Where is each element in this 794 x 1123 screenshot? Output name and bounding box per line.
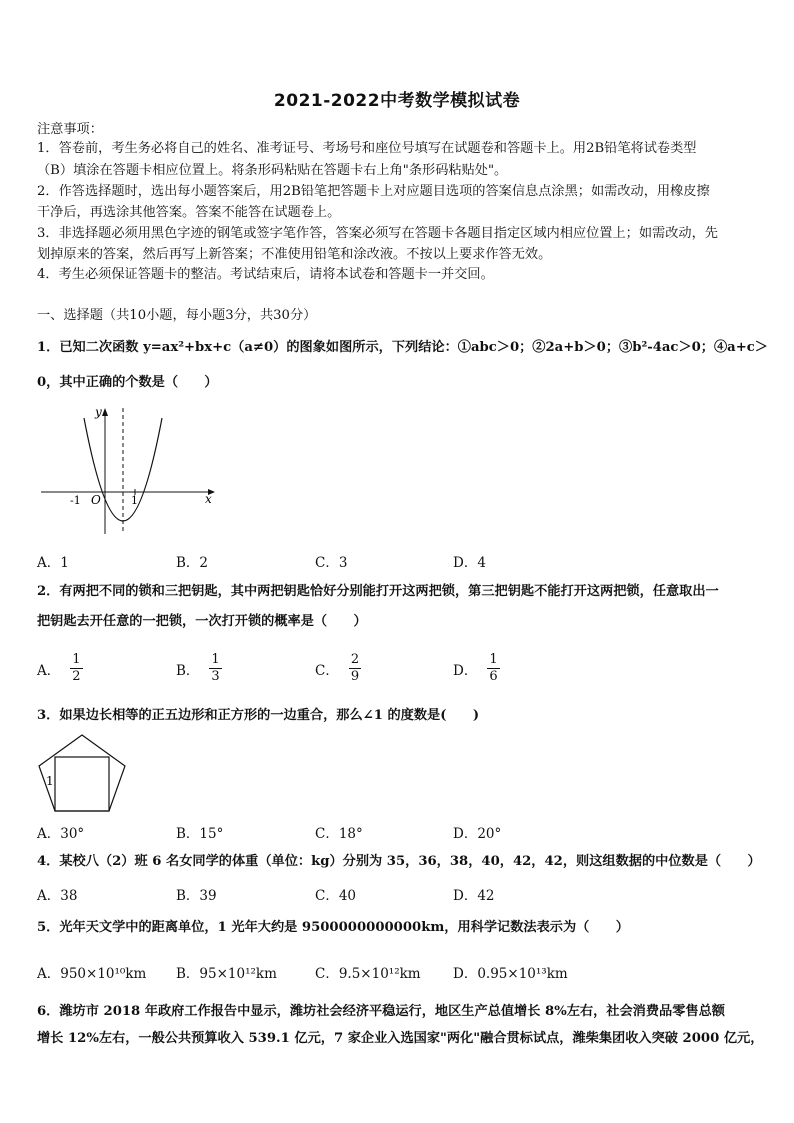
q5-option-c[interactable]: C．9.5×10¹²km — [315, 966, 421, 982]
q1-option-c[interactable]: C．3 — [315, 555, 348, 571]
option-label: A． — [37, 662, 61, 679]
fraction — [70, 652, 82, 685]
notes-line: 4．考生必须保证答题卡的整洁。考试结束后，请将本试卷和答题卡一并交回。 — [37, 267, 494, 282]
y-axis-label: y — [95, 405, 102, 419]
question-6-text: 6．潍坊市 2018 年政府工作报告中显示，潍坊社会经济平稳运行，地区生产总值增长 8%左右，社会消费品零售总额 — [37, 1004, 725, 1019]
one-label: 1 — [131, 494, 138, 507]
notes-line: （B）填涂在答题卡相应位置上。将条形码粘贴在答题卡右上角"条形码粘贴处"。 — [37, 163, 508, 178]
question-2-text-cont: 把钥匙去开任意的一把锁，一次打开锁的概率是（ ） — [37, 614, 367, 629]
q4-option-b[interactable]: B．39 — [176, 888, 217, 904]
origin-label: O — [91, 493, 101, 507]
numerator: 2 — [350, 652, 360, 667]
fraction — [487, 652, 499, 685]
q4-option-a[interactable]: A．38 — [37, 888, 78, 904]
notes-line: 1．答卷前，考生务必将自己的姓名、准考证号、考场号和座位号填写在试题卷和答题卡上。用2B铅笔将试卷类型 — [37, 141, 697, 156]
q4-option-d[interactable]: D．42 — [453, 888, 495, 904]
notes-heading: 注意事项： — [37, 122, 103, 137]
q2-option-a[interactable] — [37, 652, 83, 685]
angle-label: 1 — [46, 774, 54, 788]
q3-option-a[interactable]: A．30° — [37, 826, 85, 842]
y-axis-arrow — [102, 408, 108, 416]
q3-option-d[interactable]: D．20° — [453, 826, 502, 842]
denominator: 2 — [72, 669, 81, 684]
notes-line: 2．作答选择题时，选出每小题答案后，用2B铅笔把答题卡上对应题目选项的答案信息点涂黑；如需改动，用橡皮擦 — [37, 184, 710, 199]
numerator: 1 — [211, 652, 220, 667]
question-5-text: 5．光年天文学中的距离单位，1 光年大约是 9500000000000km，用科学记数法表示为（ ） — [37, 920, 629, 935]
question-6-text-cont: 增长 12%左右，一般公共预算收入 539.1 亿元，7 家企业入选国家"两化"融合贯标试点，潍柴集团收入突破 2000 亿元， — [37, 1031, 764, 1046]
pentagon-square-figure — [36, 733, 128, 813]
q1-option-a[interactable]: A．1 — [37, 555, 69, 571]
fraction — [349, 652, 361, 685]
numerator: 1 — [72, 652, 81, 667]
q2-option-c[interactable] — [315, 652, 361, 685]
x-axis-label: x — [205, 492, 212, 506]
q4-option-c[interactable]: C．40 — [315, 888, 357, 904]
notes-line: 3．非选择题必须用黑色字迹的钢笔或签字笔作答，答案必须写在答题卡各题目指定区域内相应位置上；如需改动，先 — [37, 226, 718, 241]
section-heading: 一、选择题（共10小题，每小题3分，共30分） — [37, 308, 317, 323]
q5-option-a[interactable]: A．950×10¹⁰km — [37, 966, 147, 982]
option-label: D． — [453, 662, 478, 679]
q1-option-d[interactable]: D．4 — [453, 555, 486, 571]
question-1-text-cont: 0，其中正确的个数是（ ） — [37, 375, 218, 390]
notes-line: 划掉原来的答案，然后再写上新答案；不准使用铅笔和涂改液。不按以上要求作答无效。 — [37, 247, 552, 262]
notes-line: 干净后，再选涂其他答案。答案不能答在试题卷上。 — [37, 205, 341, 220]
denominator: 9 — [350, 669, 360, 684]
question-1-text: 1．已知二次函数 y=ax²+bx+c（a≠0）的图象如图所示，下列结论：①abc＞0；②2a+b＞0；③b²-4ac＞0；④a+c＞ — [37, 340, 768, 355]
option-label: B． — [176, 662, 200, 679]
denominator: 6 — [489, 669, 498, 684]
numerator: 1 — [489, 652, 498, 667]
fraction — [209, 652, 221, 685]
q5-option-d[interactable]: D．0.95×10¹³km — [453, 966, 568, 982]
parabola-graph — [38, 404, 220, 539]
question-4-text: 4．某校八（2）班 6 名女同学的体重（单位：kg）分别为 35，36，38，40，42，42，则这组数据的中位数是（ ） — [37, 854, 761, 869]
q3-option-b[interactable]: B．15° — [176, 826, 224, 842]
question-3-text: 3．如果边长相等的正五边形和正方形的一边重合，那么∠1 的度数是( ) — [37, 708, 480, 723]
pentagon-shape — [39, 735, 125, 811]
q2-option-b[interactable] — [176, 652, 222, 685]
denominator: 3 — [211, 669, 220, 684]
square-shape — [55, 757, 109, 811]
q1-option-b[interactable]: B．2 — [176, 555, 209, 571]
minus-one-label: -1 — [70, 494, 81, 507]
page-title: 2021-2022中考数学模拟试卷 — [273, 91, 521, 111]
q3-option-c[interactable]: C．18° — [315, 826, 363, 842]
q2-option-d[interactable] — [453, 652, 500, 685]
option-label: C． — [315, 662, 339, 679]
q5-option-b[interactable]: B．95×10¹²km — [176, 966, 277, 982]
question-2-text: 2．有两把不同的锁和三把钥匙，其中两把钥匙恰好分别能打开这两把锁，第三把钥匙不能打开这两把锁，任意取出一 — [37, 584, 719, 599]
